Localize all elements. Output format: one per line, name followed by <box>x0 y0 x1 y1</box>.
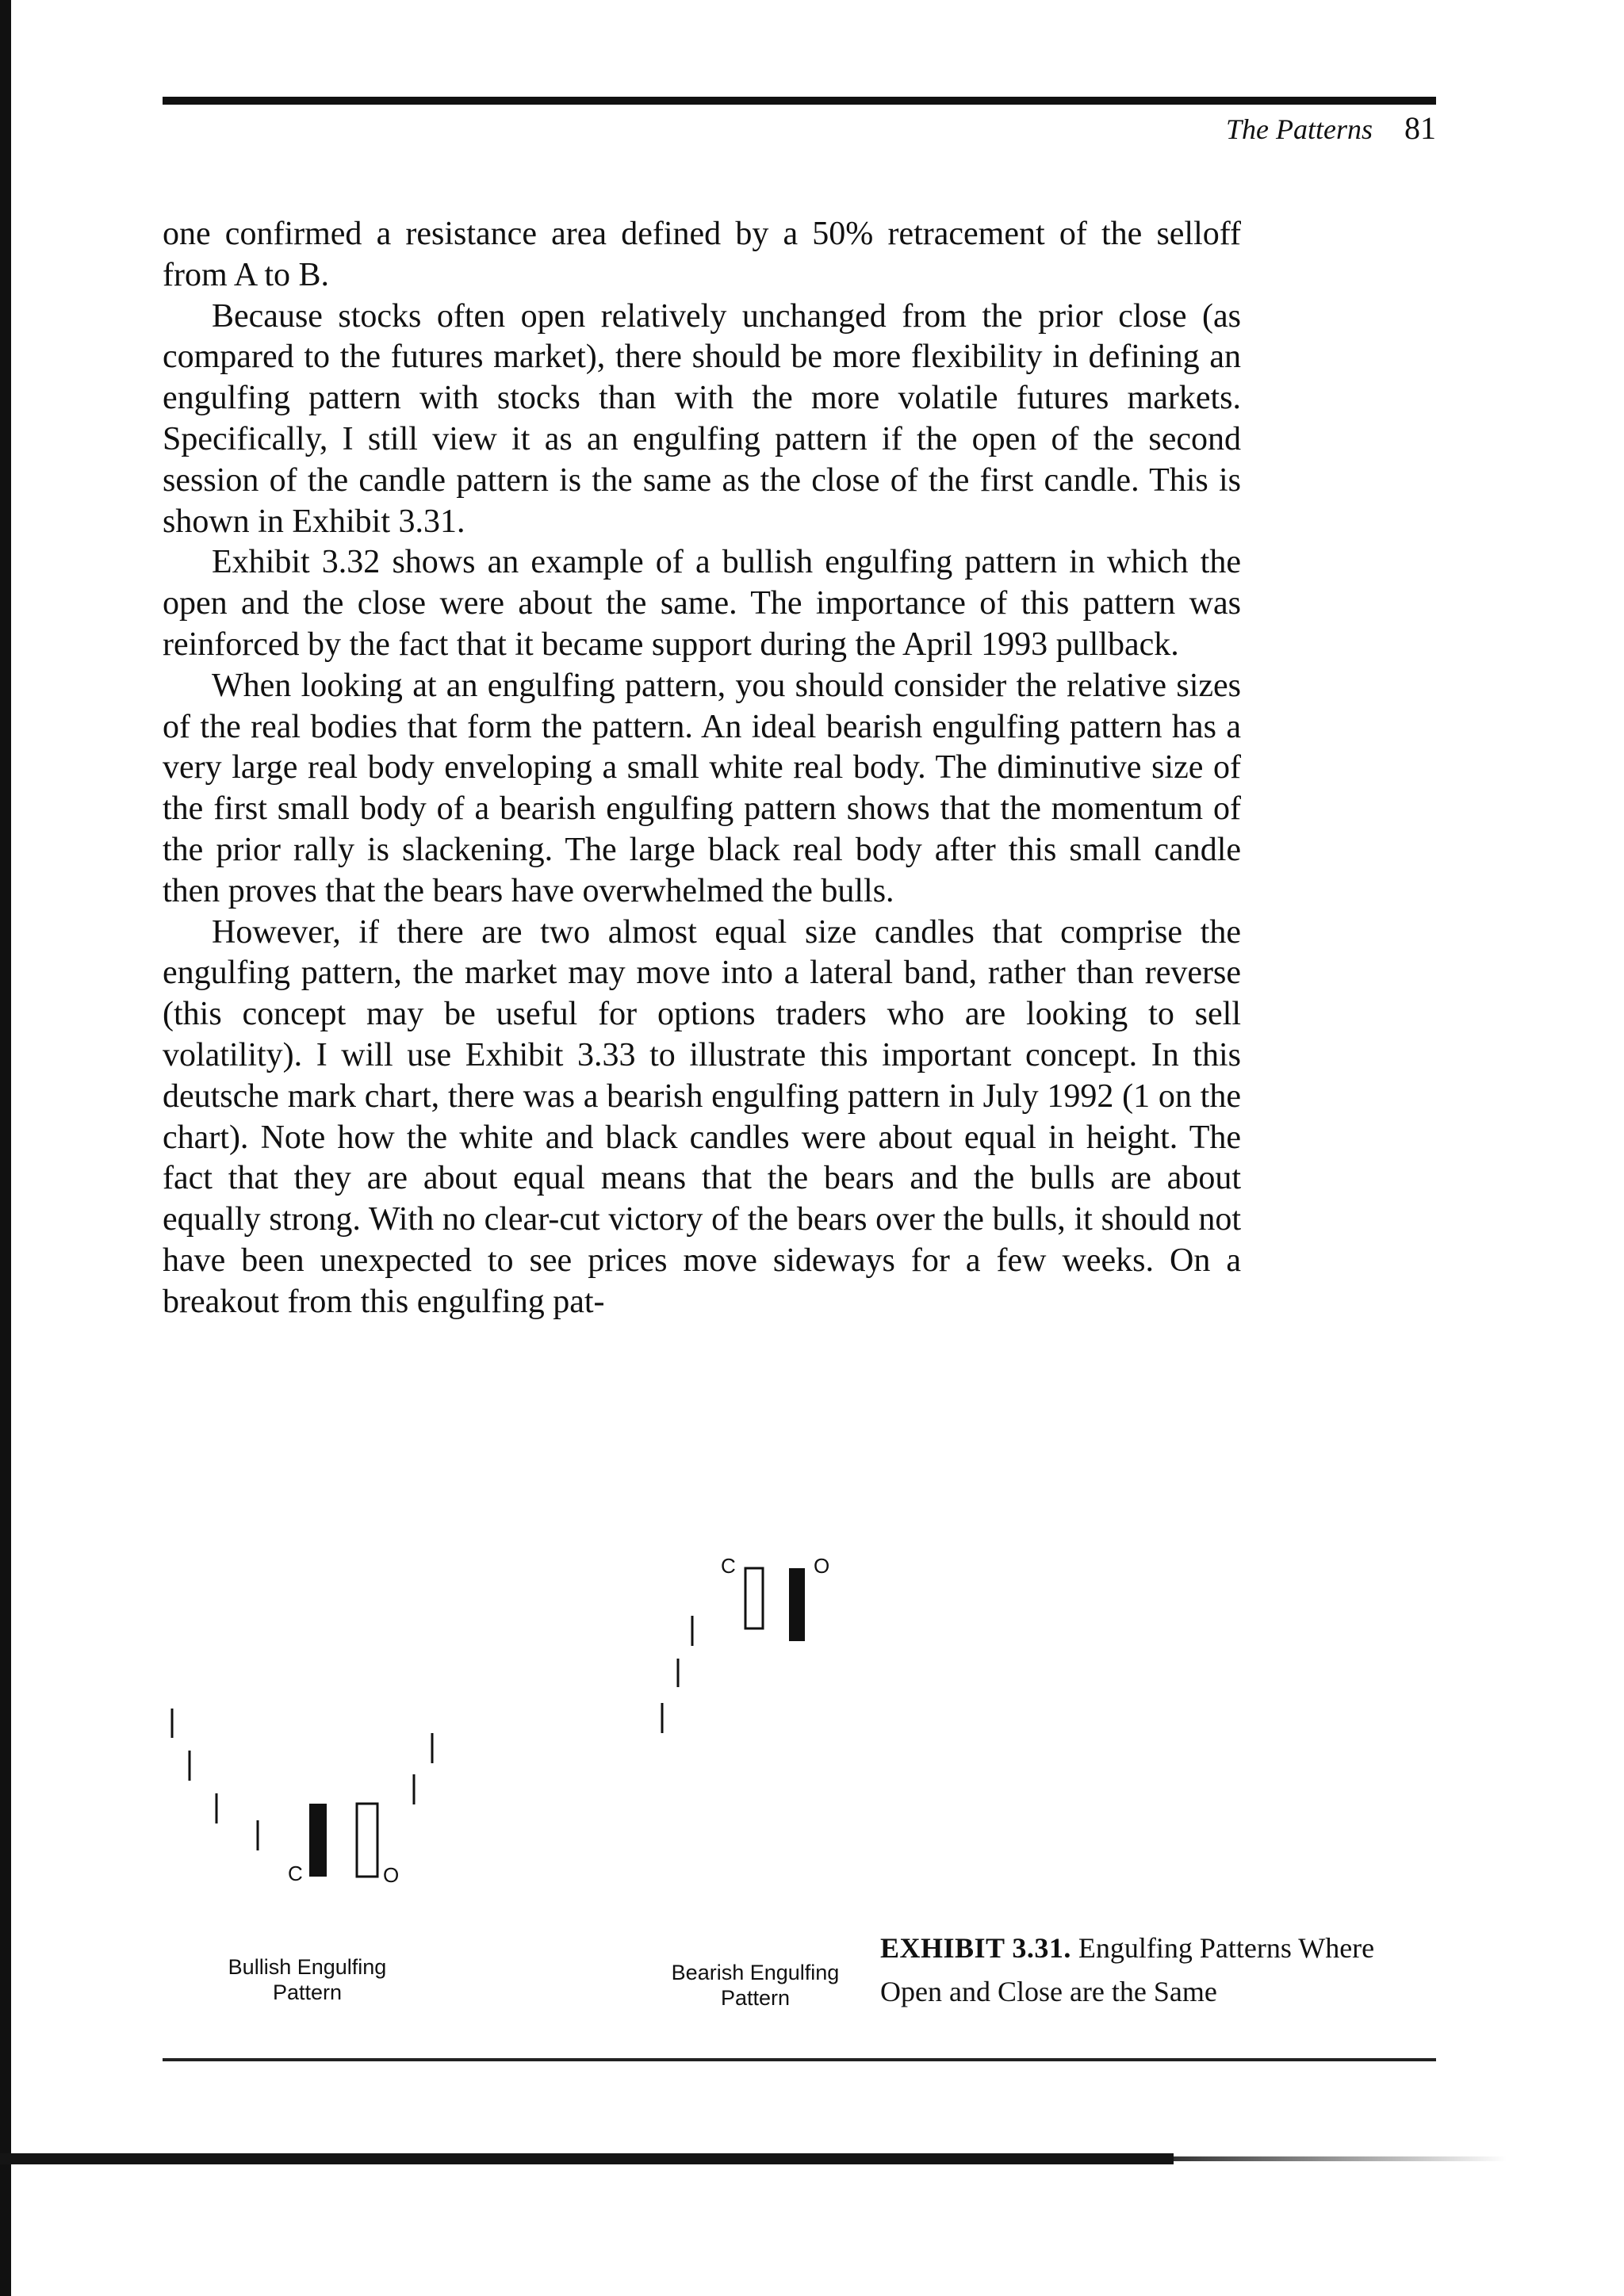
bearish-label-line-1: Bearish Engulfing <box>671 1961 840 1984</box>
bullish-white-candle <box>357 1804 377 1877</box>
bearish-close-marker: C <box>721 1554 736 1578</box>
bullish-engulfing-diagram <box>172 1709 432 1877</box>
caption-title-part-1: Engulfing Patterns Where <box>1078 1932 1375 1964</box>
caption-line-1 <box>880 1927 1451 1970</box>
bullish-pattern-label <box>206 1954 408 2005</box>
body-text <box>163 214 1241 1323</box>
bullish-close-marker: C <box>288 1862 303 1885</box>
footer-rule <box>163 2058 1436 2061</box>
bullish-label-line-2: Pattern <box>272 1980 343 2004</box>
bearish-white-candle <box>745 1568 763 1628</box>
bearish-label-line-2: Pattern <box>720 1986 791 2010</box>
paragraph-4: When looking at an engulfing pattern, you should consider the relative sizes of the real bodies that form the pattern. An ideal bearish engulfing pattern has a very large real body enveloping a small white real body. The diminutive size of the first small body of a bearish engulfing pattern shows that the momentum of the prior rally is slackening. The large black real body after this small candle then proves that the bears have overwhelmed the bulls. <box>163 667 1241 909</box>
paragraph-1: one confirmed a resistance area defined by a 50% retracement of the selloff from A to B. <box>163 216 1241 293</box>
scan-edge-left <box>0 0 11 2296</box>
bearish-open-marker: O <box>814 1554 830 1578</box>
caption-label: EXHIBIT 3.31. <box>880 1932 1071 1964</box>
bearish-pattern-label <box>654 1960 856 2011</box>
scan-edge-bottom-fade <box>1174 2156 1507 2161</box>
paragraph-3: Exhibit 3.32 shows an example of a bullish engulfing pattern in which the open and the close were about the same. The importance of this pattern was reinforced by the fact that it became support during the April 1993 pullback. <box>163 544 1241 663</box>
header-rule <box>163 97 1436 105</box>
page-number: 81 <box>1404 110 1436 146</box>
bullish-black-candle <box>309 1804 327 1877</box>
bullish-label-line-1: Bullish Engulfing <box>228 1955 387 1979</box>
running-head <box>1226 105 1436 153</box>
paragraph-5: However, if there are two almost equal size candles that comprise the engulfing pattern, the market may move into a lateral band, rather than reverse (this concept may be useful for options traders who are looking to sell volatility). I will use Exhibit 3.33 to illustrate this important concept. In this deutsche mark chart, there was a bearish engulfing pattern in July 1992 (1 on the chart). Note how the white and black candles were about equal in height. The fact that they are about equal means that the bears and the bulls are about equally strong. With no clear-cut victory of the bears over the bulls, it should not have been unexpected to see prices move sideways for a few weeks. On a breakout from this engulfing pat- <box>163 913 1241 1320</box>
exhibit-caption <box>880 1927 1451 2014</box>
paragraph-2: Because stocks often open relatively unchanged from the prior close (as compared to the futures market), there should be more flexibility in defining an engulfing pattern with stocks than with the more volatile futures markets. Specifically, I still view it as an engulfing pattern if the open of the second session of the candle pattern is the same as the close of the first candle. This is shown in Exhibit 3.31. <box>163 297 1241 540</box>
bullish-open-marker: O <box>383 1863 400 1887</box>
caption-line-2: Open and Close are the Same <box>880 1976 1217 2007</box>
bearish-black-candle <box>789 1568 805 1641</box>
bearish-engulfing-diagram <box>662 1568 805 1733</box>
scan-edge-bottom <box>0 2153 1174 2164</box>
running-title: The Patterns <box>1226 113 1373 145</box>
